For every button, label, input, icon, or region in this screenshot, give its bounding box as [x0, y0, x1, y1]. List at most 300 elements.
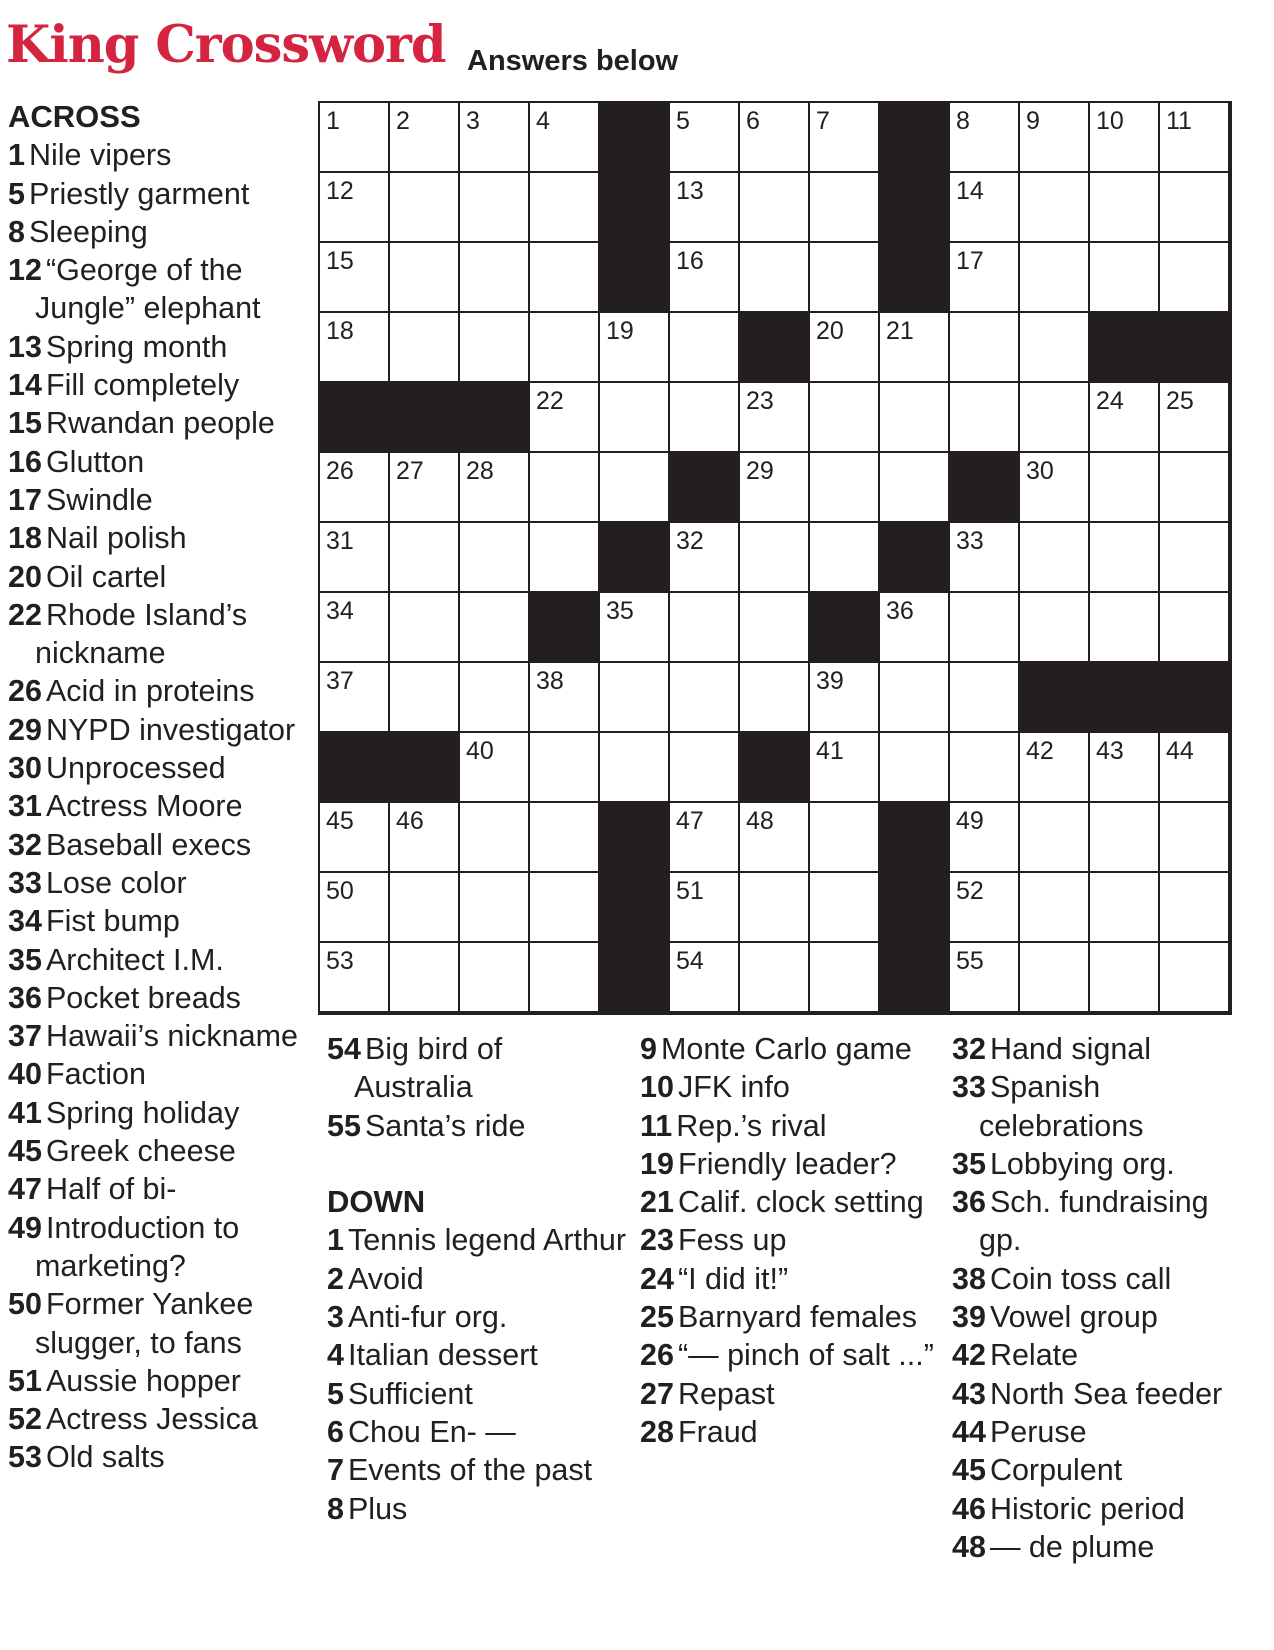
crossword-grid — [318, 101, 1232, 1015]
clue-text: Glutton — [45, 444, 145, 479]
grid-cell[interactable] — [950, 173, 1020, 243]
grid-cell[interactable] — [600, 593, 670, 663]
clue-text: Architect I.M. — [45, 942, 224, 977]
clue-text: Nail polish — [45, 521, 187, 556]
grid-cell[interactable] — [880, 733, 950, 803]
grid-cell[interactable] — [530, 103, 600, 173]
grid-cell[interactable] — [740, 593, 810, 663]
clue — [8, 519, 300, 557]
grid-cell[interactable] — [1160, 383, 1230, 453]
grid-cell[interactable] — [530, 663, 600, 733]
clue-number: 28 — [640, 1414, 674, 1449]
cell-number: 19 — [606, 317, 634, 345]
clue — [327, 1298, 627, 1336]
clue-text: Unprocessed — [45, 751, 226, 786]
clue-number: 48 — [952, 1529, 986, 1564]
cell-number: 52 — [956, 877, 984, 905]
grid-cell[interactable] — [390, 453, 460, 523]
black-square — [880, 173, 950, 243]
clue-text: Baseball execs — [45, 827, 252, 862]
grid-cell[interactable] — [740, 453, 810, 523]
clue-number: 49 — [8, 1210, 42, 1245]
cell-number: 47 — [676, 807, 704, 835]
clue — [952, 1068, 1252, 1145]
clue-text: Oil cartel — [45, 559, 167, 594]
grid-cell[interactable] — [390, 873, 460, 943]
grid-cell[interactable] — [320, 593, 390, 663]
grid-cell[interactable] — [740, 243, 810, 313]
cell-number: 17 — [956, 247, 984, 275]
grid-cell[interactable] — [1020, 173, 1090, 243]
clue — [8, 902, 300, 940]
grid-cell[interactable] — [950, 523, 1020, 593]
cell-number: 27 — [396, 457, 424, 485]
clue-number: 1 — [8, 138, 25, 173]
clue — [8, 941, 300, 979]
grid-cell[interactable] — [320, 453, 390, 523]
clue-number: 7 — [327, 1453, 344, 1488]
grid-cell[interactable] — [320, 663, 390, 733]
clue-text: North Sea feeder — [989, 1376, 1223, 1411]
grid-cell[interactable] — [320, 943, 390, 1013]
clue-number: 18 — [8, 521, 42, 556]
grid-cell[interactable] — [880, 453, 950, 523]
grid-cell[interactable] — [530, 383, 600, 453]
clue-text: Half of bi- — [45, 1172, 177, 1207]
cell-number: 24 — [1096, 387, 1124, 415]
grid-cell[interactable] — [1160, 943, 1230, 1013]
grid-cell[interactable] — [320, 243, 390, 313]
grid-cell[interactable] — [1160, 873, 1230, 943]
grid-cell[interactable] — [390, 803, 460, 873]
clue-text: “I did it!” — [677, 1261, 789, 1296]
grid-cell[interactable] — [950, 383, 1020, 453]
clue-number: 1 — [327, 1223, 344, 1258]
grid-cell[interactable] — [670, 663, 740, 733]
grid-cell[interactable] — [1160, 453, 1230, 523]
clue-number: 29 — [8, 712, 42, 747]
clue-number: 36 — [8, 980, 42, 1015]
clue — [8, 1285, 300, 1362]
grid-cell[interactable] — [880, 383, 950, 453]
grid-cell[interactable] — [810, 943, 880, 1013]
grid-cell[interactable] — [950, 663, 1020, 733]
clue — [640, 1183, 940, 1221]
grid-cell[interactable] — [460, 803, 530, 873]
grid-cell[interactable] — [950, 103, 1020, 173]
grid-cell[interactable] — [670, 103, 740, 173]
clue-number: 50 — [8, 1287, 42, 1322]
grid-cell[interactable] — [600, 383, 670, 453]
clue-number: 15 — [8, 406, 42, 441]
grid-cell[interactable] — [880, 663, 950, 733]
black-square — [1160, 663, 1230, 733]
cell-number: 12 — [326, 177, 354, 205]
grid-cell[interactable] — [810, 313, 880, 383]
grid-cell[interactable] — [1020, 243, 1090, 313]
grid-cell[interactable] — [1160, 593, 1230, 663]
grid-cell[interactable] — [810, 523, 880, 593]
grid-cell[interactable] — [1090, 243, 1160, 313]
cell-number: 32 — [676, 527, 704, 555]
clue-number: 44 — [952, 1414, 986, 1449]
clue-text: Nile vipers — [28, 138, 172, 173]
grid-cell[interactable] — [1090, 803, 1160, 873]
grid-cell[interactable] — [1160, 803, 1230, 873]
grid-cell[interactable] — [530, 173, 600, 243]
grid-cell[interactable] — [950, 243, 1020, 313]
grid-cell[interactable] — [1020, 103, 1090, 173]
cell-number: 26 — [326, 457, 354, 485]
clue — [8, 1094, 300, 1132]
grid-cell[interactable] — [1020, 803, 1090, 873]
clue-column-4 — [952, 1030, 1252, 1566]
clue-number: 8 — [8, 214, 25, 249]
clue-text: Greek cheese — [45, 1134, 236, 1169]
clue-text: Acid in proteins — [45, 674, 255, 709]
clue-text: Rwandan people — [45, 406, 275, 441]
grid-cell[interactable] — [320, 313, 390, 383]
clue-text: Events of the past — [347, 1453, 593, 1488]
grid-cell[interactable] — [390, 173, 460, 243]
clue — [8, 175, 300, 213]
grid-cell[interactable] — [1090, 593, 1160, 663]
grid-cell[interactable] — [600, 453, 670, 523]
grid-cell[interactable] — [530, 313, 600, 383]
clue-text: Monte Carlo game — [660, 1032, 912, 1066]
grid-cell[interactable] — [390, 943, 460, 1013]
clue-text: Lose color — [45, 865, 187, 900]
grid-cell[interactable] — [460, 593, 530, 663]
clue-number: 12 — [8, 253, 42, 288]
clue-text: Spanish celebrations — [979, 1070, 1144, 1143]
clue-text: Introduction to marketing? — [35, 1210, 240, 1283]
grid-cell[interactable] — [950, 803, 1020, 873]
grid-cell[interactable] — [460, 663, 530, 733]
grid-cell[interactable] — [670, 803, 740, 873]
clue — [952, 1490, 1252, 1528]
black-square — [320, 733, 390, 803]
grid-cell[interactable] — [1090, 943, 1160, 1013]
clue — [8, 787, 300, 825]
clue-text: Swindle — [45, 482, 153, 517]
cell-number: 39 — [816, 667, 844, 695]
clue-text: “George of the Jungle” elephant — [35, 253, 261, 326]
grid-cell[interactable] — [600, 663, 670, 733]
grid-cell[interactable] — [460, 943, 530, 1013]
clue-text: Chou En- — — [347, 1414, 516, 1449]
clue-text: Repast — [677, 1376, 775, 1411]
grid-cell[interactable] — [460, 523, 530, 593]
cell-number: 45 — [326, 807, 354, 835]
cell-number: 46 — [396, 807, 424, 835]
clue-number: 45 — [952, 1453, 986, 1488]
clue — [327, 1260, 627, 1298]
grid-cell[interactable] — [530, 873, 600, 943]
grid-cell[interactable] — [1020, 453, 1090, 523]
cell-number: 21 — [886, 317, 914, 345]
cell-number: 34 — [326, 597, 354, 625]
grid-cell[interactable] — [390, 593, 460, 663]
grid-cell[interactable] — [1160, 733, 1230, 803]
clue-column-3 — [640, 1030, 940, 1451]
grid-cell[interactable] — [530, 523, 600, 593]
cell-number: 54 — [676, 947, 704, 975]
grid-cell[interactable] — [950, 943, 1020, 1013]
grid-cell[interactable] — [670, 943, 740, 1013]
grid-cell[interactable] — [390, 663, 460, 733]
grid-cell[interactable] — [530, 943, 600, 1013]
clue-text: Relate — [989, 1338, 1079, 1373]
cell-number: 20 — [816, 317, 844, 345]
grid-cell[interactable] — [530, 733, 600, 803]
black-square — [880, 243, 950, 313]
grid-cell[interactable] — [390, 243, 460, 313]
grid-cell[interactable] — [950, 593, 1020, 663]
clue-text: Hawaii’s nickname — [45, 1019, 298, 1054]
clue — [8, 1170, 300, 1208]
grid-cell[interactable] — [460, 873, 530, 943]
grid-cell[interactable] — [1020, 943, 1090, 1013]
cell-number: 49 — [956, 807, 984, 835]
grid-cell[interactable] — [810, 663, 880, 733]
black-square — [740, 313, 810, 383]
grid-cell[interactable] — [1090, 523, 1160, 593]
grid-cell[interactable] — [810, 243, 880, 313]
grid-cell[interactable] — [740, 523, 810, 593]
cell-number: 40 — [466, 737, 494, 765]
grid-cell[interactable] — [1160, 103, 1230, 173]
clue-text: Santa’s ride — [364, 1108, 526, 1143]
black-square — [670, 453, 740, 523]
grid-cell[interactable] — [670, 733, 740, 803]
clue-number: 27 — [640, 1376, 674, 1411]
clue — [8, 328, 300, 366]
clue-number: 21 — [640, 1185, 674, 1220]
clue-text: NYPD investigator — [45, 712, 296, 747]
clue-number: 5 — [8, 176, 25, 211]
grid-cell[interactable] — [1090, 103, 1160, 173]
grid-cell[interactable] — [670, 383, 740, 453]
black-square — [740, 733, 810, 803]
grid-cell[interactable] — [460, 243, 530, 313]
clue — [8, 749, 300, 787]
black-square — [1160, 313, 1230, 383]
grid-cell[interactable] — [530, 453, 600, 523]
grid-cell[interactable] — [1090, 173, 1160, 243]
grid-cell[interactable] — [600, 733, 670, 803]
grid-cell[interactable] — [320, 103, 390, 173]
clue — [327, 1030, 627, 1107]
clue — [8, 711, 300, 749]
clue-number: 42 — [952, 1338, 986, 1373]
clue-text: Barnyard females — [677, 1300, 917, 1335]
black-square — [600, 103, 670, 173]
clue-number: 52 — [8, 1402, 42, 1437]
grid-cell[interactable] — [460, 453, 530, 523]
clue — [8, 1362, 300, 1400]
clue-number: 35 — [952, 1146, 986, 1181]
clue-number: 24 — [640, 1261, 674, 1296]
clue — [8, 404, 300, 442]
clue-text: Actress Moore — [45, 789, 243, 824]
grid-cell[interactable] — [460, 103, 530, 173]
grid-cell[interactable] — [670, 873, 740, 943]
cell-number: 51 — [676, 877, 704, 905]
grid-cell[interactable] — [810, 173, 880, 243]
grid-cell[interactable] — [1020, 523, 1090, 593]
clue-text: Plus — [347, 1491, 408, 1526]
cell-number: 1 — [326, 107, 340, 135]
grid-cell[interactable] — [1160, 243, 1230, 313]
clue — [8, 826, 300, 864]
clue — [952, 1298, 1252, 1336]
cell-number: 5 — [676, 107, 690, 135]
grid-cell[interactable] — [600, 313, 670, 383]
clue-number: 46 — [952, 1491, 986, 1526]
black-square — [880, 943, 950, 1013]
grid-cell[interactable] — [1090, 873, 1160, 943]
clue — [640, 1068, 940, 1106]
cell-number: 15 — [326, 247, 354, 275]
clue-column-1 — [8, 98, 300, 1477]
grid-cell[interactable] — [670, 173, 740, 243]
grid-cell[interactable] — [1020, 733, 1090, 803]
clue — [8, 213, 300, 251]
clue-number: 26 — [640, 1338, 674, 1373]
grid-cell[interactable] — [880, 313, 950, 383]
grid-cell[interactable] — [1160, 173, 1230, 243]
clue — [8, 979, 300, 1017]
clue-text: — de plume — [989, 1529, 1155, 1564]
black-square — [810, 593, 880, 663]
grid-cell[interactable] — [810, 453, 880, 523]
cell-number: 6 — [746, 107, 760, 135]
clue-text: Coin toss call — [989, 1261, 1172, 1296]
grid-cell[interactable] — [670, 313, 740, 383]
grid-cell[interactable] — [1160, 523, 1230, 593]
cell-number: 42 — [1026, 737, 1054, 765]
grid-cell[interactable] — [1020, 383, 1090, 453]
clue — [8, 864, 300, 902]
grid-cell[interactable] — [880, 593, 950, 663]
grid-cell[interactable] — [390, 523, 460, 593]
grid-cell[interactable] — [950, 873, 1020, 943]
grid-cell[interactable] — [950, 733, 1020, 803]
clue-number: 55 — [327, 1108, 361, 1143]
black-square — [600, 523, 670, 593]
grid-cell[interactable] — [1020, 593, 1090, 663]
clue-number: 5 — [327, 1376, 344, 1411]
grid-cell[interactable] — [320, 523, 390, 593]
grid-cell[interactable] — [460, 313, 530, 383]
clue — [8, 672, 300, 710]
black-square — [600, 243, 670, 313]
grid-cell[interactable] — [320, 803, 390, 873]
clue-number: 37 — [8, 1019, 42, 1054]
clue — [8, 136, 300, 174]
grid-cell[interactable] — [950, 313, 1020, 383]
black-square — [390, 733, 460, 803]
clue-text: Hand signal — [989, 1032, 1152, 1066]
clue-number: 35 — [8, 942, 42, 977]
grid-cell[interactable] — [390, 103, 460, 173]
grid-cell[interactable] — [390, 313, 460, 383]
grid-cell[interactable] — [740, 103, 810, 173]
grid-cell[interactable] — [320, 873, 390, 943]
grid-cell[interactable] — [1020, 873, 1090, 943]
grid-cell[interactable] — [1090, 733, 1160, 803]
grid-cell[interactable] — [740, 803, 810, 873]
black-square — [880, 803, 950, 873]
grid-cell[interactable] — [740, 173, 810, 243]
cell-number: 35 — [606, 597, 634, 625]
grid-cell[interactable] — [810, 103, 880, 173]
cell-number: 23 — [746, 387, 774, 415]
clue — [640, 1145, 940, 1183]
black-square — [880, 103, 950, 173]
grid-cell[interactable] — [740, 873, 810, 943]
grid-cell[interactable] — [810, 383, 880, 453]
clue-number: 43 — [952, 1376, 986, 1411]
grid-cell[interactable] — [810, 733, 880, 803]
clue-number: 22 — [8, 597, 42, 632]
cell-number: 44 — [1166, 737, 1194, 765]
clue-text: Spring holiday — [45, 1095, 240, 1130]
grid-cell[interactable] — [1020, 313, 1090, 383]
clue-text: Tennis legend Arthur — [347, 1223, 627, 1258]
clue-number: 2 — [327, 1261, 344, 1296]
cell-number: 2 — [396, 107, 410, 135]
cell-number: 16 — [676, 247, 704, 275]
clue — [8, 1209, 300, 1286]
grid-cell[interactable] — [1090, 383, 1160, 453]
cell-number: 37 — [326, 667, 354, 695]
cell-number: 11 — [1166, 107, 1192, 135]
black-square — [600, 873, 670, 943]
black-square — [460, 383, 530, 453]
grid-cell[interactable] — [1090, 453, 1160, 523]
clue-text: Anti-fur org. — [347, 1300, 508, 1335]
clue-number: 40 — [8, 1057, 42, 1092]
clue — [640, 1298, 940, 1336]
clue-text: Avoid — [347, 1261, 424, 1296]
clue — [952, 1183, 1252, 1260]
grid-cell[interactable] — [740, 663, 810, 733]
clue — [640, 1260, 940, 1298]
grid-cell[interactable] — [670, 243, 740, 313]
grid-cell[interactable] — [530, 803, 600, 873]
grid-cell[interactable] — [460, 173, 530, 243]
grid-cell[interactable] — [320, 173, 390, 243]
grid-cell[interactable] — [810, 873, 880, 943]
clue — [327, 1451, 627, 1489]
clue — [952, 1451, 1252, 1489]
grid-cell[interactable] — [530, 243, 600, 313]
grid-cell[interactable] — [810, 803, 880, 873]
clue-number: 32 — [952, 1032, 986, 1066]
clue-number: 38 — [952, 1261, 986, 1296]
grid-cell[interactable] — [740, 943, 810, 1013]
grid-cell[interactable] — [740, 383, 810, 453]
grid-cell[interactable] — [670, 593, 740, 663]
grid-cell[interactable] — [460, 733, 530, 803]
clue — [640, 1221, 940, 1259]
black-square — [1090, 663, 1160, 733]
clue-number: 30 — [8, 751, 42, 786]
clue — [327, 1107, 627, 1145]
grid-cell[interactable] — [670, 523, 740, 593]
